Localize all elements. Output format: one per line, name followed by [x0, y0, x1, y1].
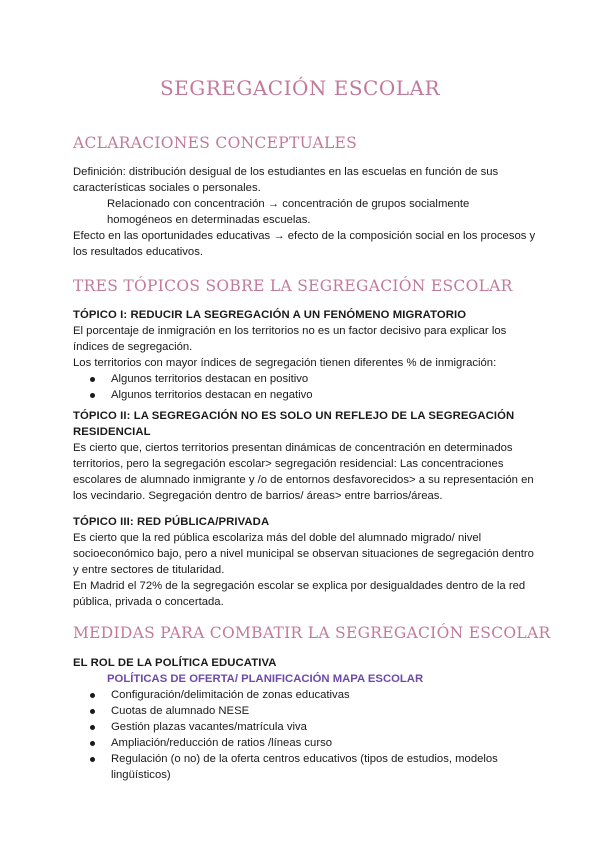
text-line: características sociales o personales. — [73, 182, 261, 194]
topic-2 — [73, 408, 533, 504]
bullet-icon — [90, 757, 95, 762]
text-line: El porcentaje de inmigración en los territorios no es un factor decisivo para explicar los — [73, 325, 507, 337]
list-item: Gestión plazas vacantes/matrícula viva — [73, 719, 533, 735]
text-line: Relacionado con concentración → concentración de grupos socialmente — [107, 198, 470, 210]
text-line: Es cierto que, ciertos territorios presentan dinámicas de concentración en determinados — [73, 442, 513, 454]
text-line: En Madrid el 72% de la segregación escolar se explica por desigualdades dentro de la red — [73, 580, 526, 592]
list-item: Cuotas de alumnado NESE — [73, 703, 533, 719]
section-heading-aclaraciones: ACLARACIONES CONCEPTUALES — [73, 134, 358, 152]
text-line: los vecindario. Segregación dentro de barrios/ áreas> entre barrios/áreas. — [73, 490, 443, 502]
text-line: Efecto en las oportunidades educativas → efecto de la composición social en los procesos y — [73, 230, 536, 242]
topic-title: RESIDENCIAL — [73, 426, 151, 438]
bullet-icon — [90, 741, 95, 746]
list-item: Algunos territorios destacan en negativo — [73, 387, 533, 403]
page-title: SEGREGACIÓN ESCOLAR — [159, 76, 441, 100]
text-line: los resultados educativos. — [73, 246, 203, 258]
topic-3 — [73, 514, 533, 610]
text-line: Los territorios con mayor índices de segregación tienen diferentes % de inmigración: — [73, 357, 497, 369]
text-line: Es cierto que la red pública escolariza más del doble del alumnado migrado/ nivel — [73, 532, 482, 544]
bullet-icon — [90, 725, 95, 730]
policy-title: POLÍTICAS DE OFERTA/ PLANIFICACIÓN MAPA ESCOLAR — [107, 673, 424, 685]
text-line: socioeconómico bajo, pero a nivel municipal se observan situaciones de segregación dentro — [73, 548, 534, 560]
text-line: pública, privada o concertada. — [73, 596, 224, 608]
medidas-body — [73, 655, 533, 783]
list-item: Regulación (o no) de la oferta centros educativos (tipos de estudios, modelos lingüísticos) — [73, 751, 533, 783]
section-heading-topicos: TRES TÓPICOS SOBRE LA SEGREGACIÓN ESCOLAR — [73, 277, 513, 295]
bullet-icon — [90, 377, 95, 382]
list-item: Configuración/delimitación de zonas educativas — [73, 687, 533, 703]
aclaraciones-body — [73, 164, 536, 260]
section-heading-medidas: MEDIDAS PARA COMBATIR LA SEGREGACIÓN ESCOLAR — [73, 624, 551, 642]
text-line: escolares de alumnado inmigrante y /o de entornos desfavorecidos> a su representación en — [73, 474, 534, 486]
bullet-icon — [90, 393, 95, 398]
topic-1 — [73, 307, 533, 403]
subheading: EL ROL DE LA POLÍTICA EDUCATIVA — [73, 657, 277, 669]
text-line: y entre sectores de titularidad. — [73, 564, 225, 576]
text-line: territorios, pero la segregación escolar> segregación residencial: Las concentraciones — [73, 458, 504, 470]
topic-title: TÓPICO III: RED PÚBLICA/PRIVADA — [73, 516, 270, 528]
list-item: Algunos territorios destacan en positivo — [73, 371, 533, 387]
topic-title: TÓPICO II: LA SEGREGACIÓN NO ES SOLO UN REFLEJO DE LA SEGREGACIÓN — [73, 410, 515, 422]
bullet-icon — [90, 709, 95, 714]
text-line: Definición: distribución desigual de los estudiantes en las escuelas en función de sus — [73, 166, 499, 178]
text-line: índices de segregación. — [73, 341, 193, 353]
text-line: homogéneos en determinadas escuelas. — [107, 214, 311, 226]
list-item: Ampliación/reducción de ratios /líneas curso — [73, 735, 533, 751]
topic-title: TÓPICO I: REDUCIR LA SEGREGACIÓN A UN FENÓMENO MIGRATORIO — [73, 309, 467, 321]
bullet-icon — [90, 693, 95, 698]
